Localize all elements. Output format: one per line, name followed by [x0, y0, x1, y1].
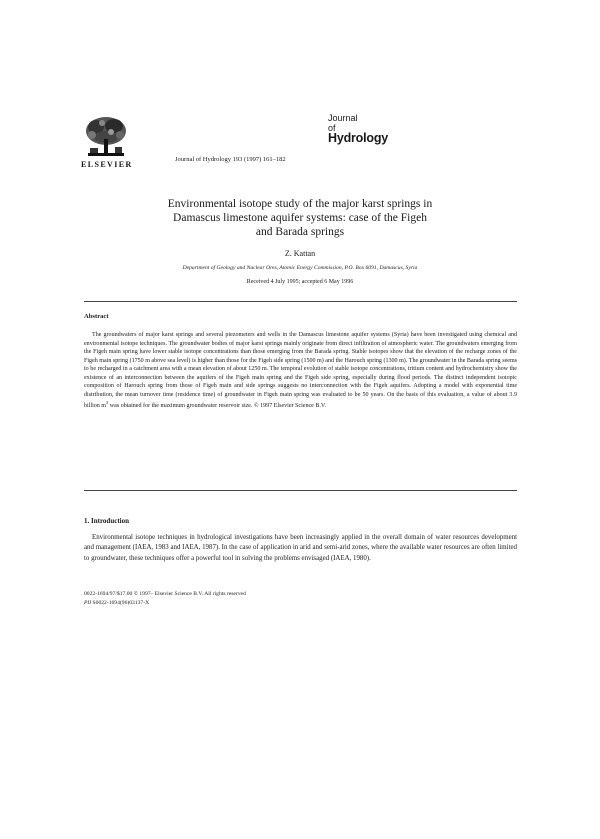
title-line-1: Environmental isotope study of the major karst springs in	[167, 198, 433, 210]
article-title	[90, 197, 510, 239]
abstract-body-end: was obtained for the maximum groundwater reservoir size. © 1997 Elsevier Science B.V.	[108, 403, 327, 410]
journal-name-line1: Journal	[328, 113, 358, 123]
abstract-superscript: 3	[106, 400, 109, 406]
section-heading: 1. Introduction	[84, 517, 129, 525]
author-name: Z. Kattan	[284, 249, 316, 258]
received-dates: Received 4 July 1995; accepted 6 May 1996	[246, 279, 354, 285]
title-line-3: and Barada springs	[255, 226, 345, 238]
pii-value: S0022-1694(96)03137-X	[91, 600, 150, 606]
journal-citation: Journal of Hydrology 193 (1997) 161–182	[175, 156, 286, 163]
copyright-line: 0022-1694/97/$17.00 © 1997– Elsevier Science B.V. All rights reserved	[84, 591, 246, 597]
intro-paragraph: Environmental isotope techniques in hydrological investigations have been increasingly applied in the overall domain of water resources development and management (IAEA, 1983 and IAEA, 1987). In the case of application in arid and semi-arid zones, where the available water resources are often limited to groundwater, these techniques offer a powerful tool in solving the problems envisaged (IAEA, 1980).	[84, 534, 517, 562]
pii-label: PII	[84, 600, 92, 606]
abstract-heading: Abstract	[84, 313, 109, 320]
author-affiliation: Department of Geology and Nuclear Ores, Atomic Energy Commission, P.O. Box 6091, Damascus, Syria	[182, 265, 418, 271]
journal-name-line3: Hydrology	[328, 131, 389, 145]
abstract-text	[84, 331, 517, 411]
pii-line	[84, 599, 149, 607]
title-line-2: Damascus limestone aquifer systems: case of the Figeh	[173, 212, 427, 224]
abstract-body: The groundwaters of major karst springs and several piezometers and wells in the Damascus limestone aquifer systems (Syria) have been investigated using chemical and environmental isotope techniques. The groundwater bodies of major karst springs mainly originate from direct infiltration of atmospheric water. The groundwaters emerging from the Figeh main spring have lower stable isotope concentrations than those emerging from the Barada spring. Stable isotopes show that the elevation of the recharge zones of the Figeh main spring (1750 m above sea level) is higher than those for the Figeh side spring (1500 m) and the Harouch spring (1300 m). The groundwater in the Barada spring seems to be recharged in a catchment area with a mean elevation of about 1250 m. The temporal evolution of stable isotope concentrations, tritium content and hydrochemistry show the existence of an interconnection between the aquifers of the Figeh main spring and the Figeh side spring, especially during flood periods. The distinct independent isotopic composition of Harouch spring from those of Figeh main and side springs suggests no interconnection with the Figeh aquifers. Adopting a model with exponential time distribution, the mean turnover time (residence time) of groundwater in Figeh main spring was evaluated to be 50 years. On the basis of this evaluation, a value of about 3.9 billion m	[84, 332, 517, 410]
publisher-name: ELSEVIER	[81, 160, 133, 169]
elsevier-tree-logo	[82, 115, 130, 161]
header-divider	[84, 301, 517, 302]
journal-name-block	[328, 113, 388, 143]
journal-name-line2: of	[328, 123, 336, 133]
abstract-divider	[84, 490, 517, 491]
